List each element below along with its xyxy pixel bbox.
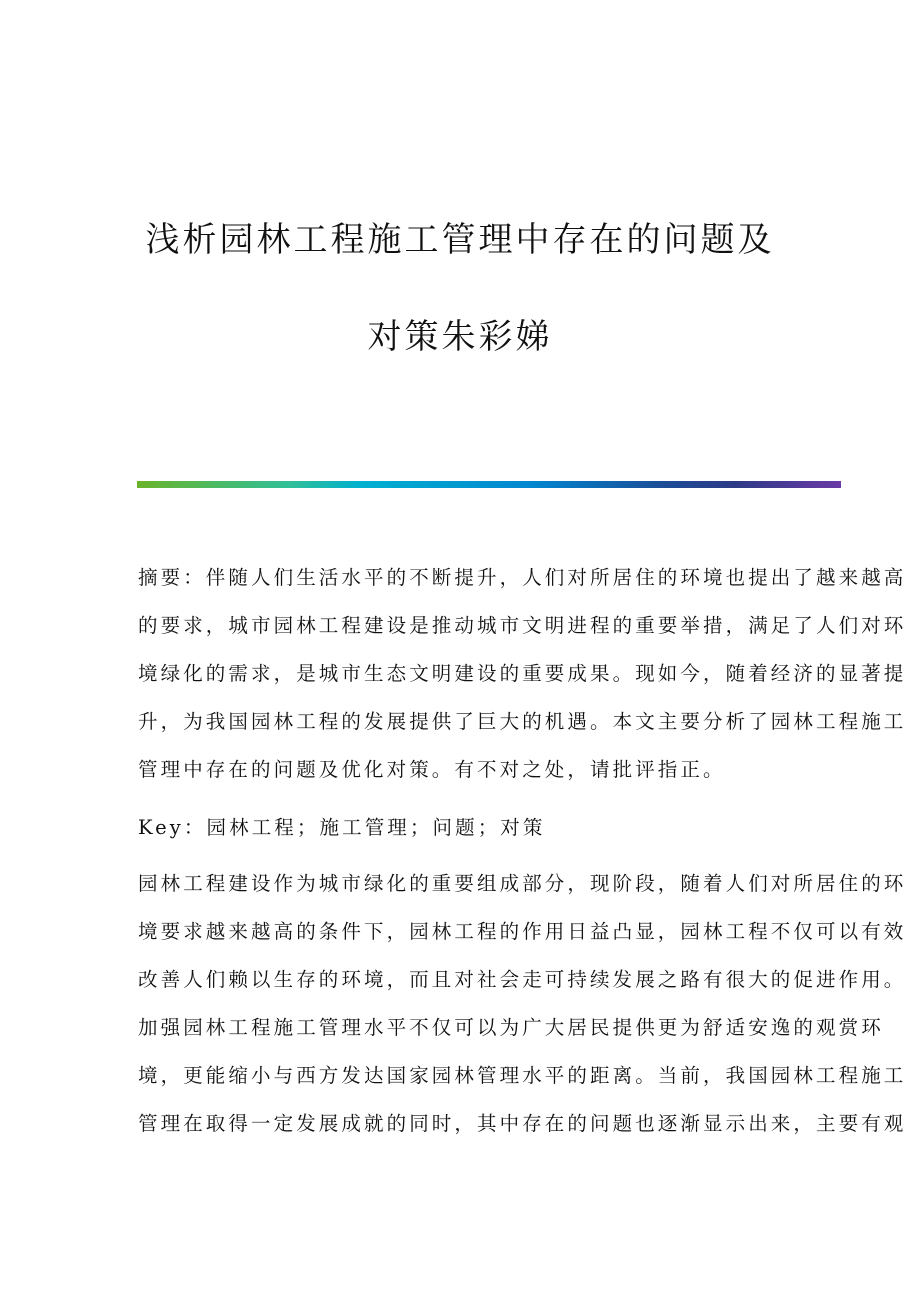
document-title-line-2: 对策朱彩娣 xyxy=(367,317,553,357)
body-line: 境要求越来越高的条件下，园林工程的作用日益凸显，园林工程不仅可以有效 xyxy=(138,920,907,943)
body-line: 改善人们赖以生存的环境，而且对社会走可持续发展之路有很大的促进作用。 xyxy=(138,968,907,991)
body-line: 境，更能缩小与西方发达国家园林管理水平的距离。当前，我国园林工程施工 xyxy=(138,1064,907,1087)
document-title-line-1: 浅析园林工程施工管理中存在的问题及 xyxy=(145,220,775,260)
abstract-line: 管理中存在的问题及优化对策。有不对之处，请批评指正。 xyxy=(138,758,726,781)
abstract-line: 摘要：伴随人们生活水平的不断提升，人们对所居住的环境也提出了越来越高 xyxy=(138,566,907,589)
body-line: 园林工程建设作为城市绿化的重要组成部分，现阶段，随着人们对所居住的环 xyxy=(138,872,907,895)
keywords: Key：园林工程；施工管理；问题；对策 xyxy=(138,816,546,839)
body-line: 管理在取得一定发展成就的同时，其中存在的问题也逐渐显示出来，主要有观 xyxy=(138,1112,907,1135)
abstract-line: 的要求，城市园林工程建设是推动城市文明进程的重要举措，满足了人们对环 xyxy=(138,614,907,637)
abstract-line: 境绿化的需求，是城市生态文明建设的重要成果。现如今，随着经济的显著提 xyxy=(138,662,907,685)
gradient-divider xyxy=(137,481,841,488)
abstract-line: 升，为我国园林工程的发展提供了巨大的机遇。本文主要分析了园林工程施工 xyxy=(138,710,907,733)
body-line: 加强园林工程施工管理水平不仅可以为广大居民提供更为舒适安逸的观赏环 xyxy=(138,1016,884,1039)
